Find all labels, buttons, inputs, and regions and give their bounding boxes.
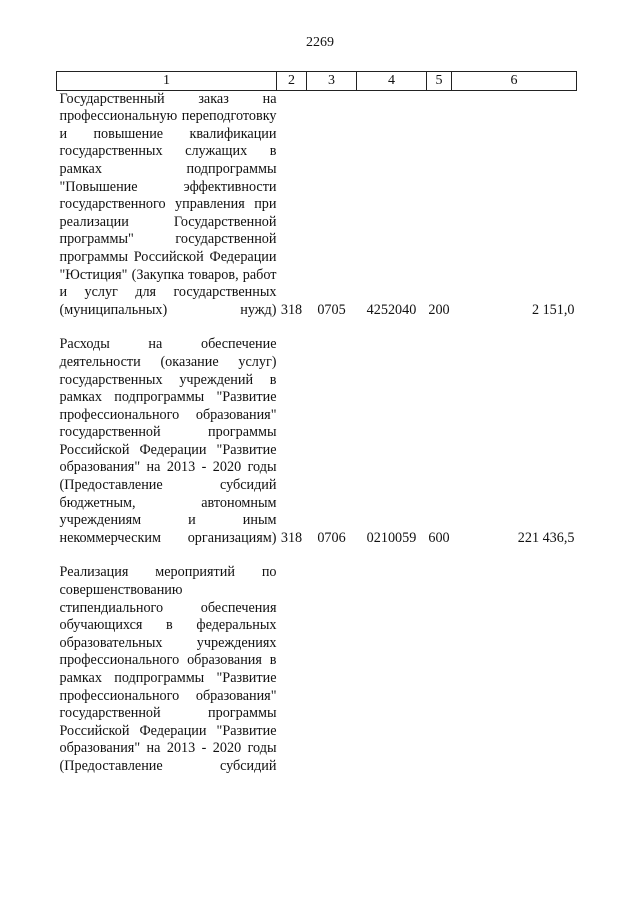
page-number: 2269 — [306, 35, 334, 50]
row-description: Расходы на обеспечение деятельности (оказание услуг) государственных учреждений в рамках подпрограммы "Развитие профессионального образования" государственной программы Российской Федерации "Развитие образования" на 2013 - 2020 годы (Предоставление субсидий бюджетным, автономным учреждениям и иным некоммерческим организациям) — [59, 336, 277, 546]
cell-col3: 0705 — [317, 301, 346, 318]
cell-col5: 600 — [428, 529, 450, 546]
column-header-5: 5 — [427, 72, 452, 91]
row-spacer — [57, 319, 577, 336]
row-description: Реализация мероприятий по совершенствованию стипендиального обеспечения обучающихся в федеральных образовательных учреждениях профессионального образования в рамках подпрограммы "Развитие профессионального образования" государственной программы Российской Федерации "Развитие образования" на 2013 - 2020 годы (Предоставление субсидий — [59, 564, 277, 774]
cell-col5: 200 — [428, 301, 450, 318]
cell-col3 — [307, 564, 357, 775]
column-header-1: 1 — [57, 72, 277, 91]
cell-col3: 0706 — [317, 529, 346, 546]
cell-col2: 318 — [280, 301, 303, 318]
row-spacer — [57, 547, 577, 564]
column-header-3: 3 — [307, 72, 357, 91]
cell-col6: 2 151,0 — [531, 301, 575, 318]
row-description: Государственный заказ на профессиональную переподготовку и повышение квалификации государственных служащих в рамках подпрограммы "Повышение эффективности государственного управления при реализации Государственной программы" государственной программы Российской Федерации "Юстиция" (Закупка товаров, работ и услуг для государственных (муниципальных) нужд) — [59, 90, 277, 318]
table-row — [57, 564, 577, 775]
table-row — [57, 336, 577, 547]
table-header-row — [57, 72, 577, 91]
cell-col6 — [452, 564, 577, 775]
cell-col4: 0210059 — [366, 529, 417, 546]
cell-col2 — [277, 564, 307, 775]
cell-col5 — [427, 564, 452, 775]
column-header-4: 4 — [357, 72, 427, 91]
budget-table — [56, 71, 577, 776]
column-header-6: 6 — [452, 72, 577, 91]
cell-col2: 318 — [280, 529, 303, 546]
cell-col4: 4252040 — [366, 301, 417, 318]
cell-col4 — [357, 564, 427, 775]
column-header-2: 2 — [277, 72, 307, 91]
cell-col6: 221 436,5 — [517, 529, 575, 546]
table-row — [57, 90, 577, 319]
